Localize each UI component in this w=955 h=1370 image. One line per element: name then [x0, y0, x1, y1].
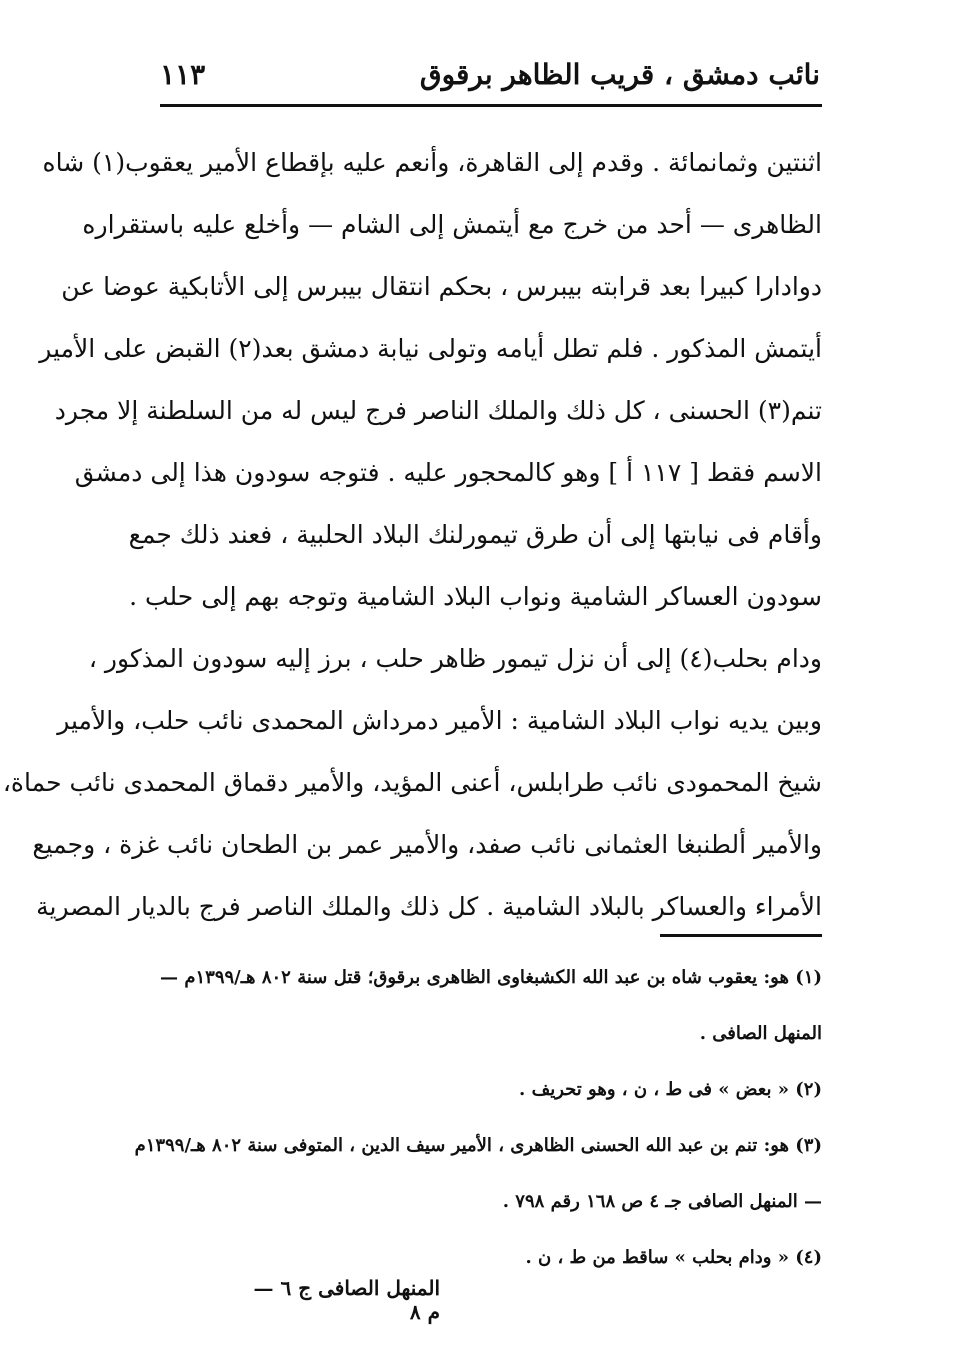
body-line: ودام بحلب(٤) إلى أن نزل تيمور ظاهر حلب ، برز إليه سودون المذكور ، [88, 644, 822, 673]
body-line: اثنتين وثمانمائة . وقدم إلى القاهرة، وأنعم عليه بإقطاع الأمير يعقوب(١) شاه [42, 148, 822, 177]
body-line: الظاهرى — أحد من خرج مع أيتمش إلى الشام — وأخلع عليه باستقراره [82, 210, 822, 239]
footnotes [134, 950, 822, 1286]
signature-line: المنهل الصافى ج ٦ — م ٨ [253, 1276, 440, 1324]
footnote-line: (٤) « ودام بحلب » ساقط من ط ، ن . [525, 1247, 822, 1268]
footnote-line: (٣) هو: تنم بن عبد الله الحسنى الظاهرى ، الأمير سيف الدين ، المتوفى سنة ٨٠٢ هـ/١٣٩٩م [134, 1135, 822, 1156]
footnote-line: المنهل الصافى . [699, 1023, 822, 1044]
body-line: أيتمش المذكور . فلم تطل أيامه وتولى نيابة دمشق بعد(٢) القبض على الأمير [39, 334, 822, 363]
body-line: الأمراء والعساكر بالبلاد الشامية . كل ذلك والملك الناصر فرج بالديار المصرية [36, 892, 822, 921]
body-line: شيخ المحمودى نائب طرابلس، أعنى المؤيد، والأمير دقماق المحمدى نائب حماة، [2, 768, 822, 797]
body-line: دوادارا كبيرا بعد قرابته بيبرس ، بحكم انتقال بيبرس إلى الأتابكية عوضا عن [61, 272, 822, 301]
body-line: والأمير ألطنبغا العثمانى نائب صفد، والأمير عمر بن الطحان نائب غزة ، وجميع [32, 830, 822, 859]
page-header [160, 48, 820, 100]
header-rule [160, 104, 822, 107]
body-text [2, 132, 822, 938]
footnote-line: (٢) « بعض » فى ط ، ن ، وهو تحريف . [519, 1079, 822, 1100]
body-line: سودون العساكر الشامية ونواب البلاد الشامية وتوجه بهم إلى حلب . [129, 582, 822, 611]
body-line: وبين يديه نواب البلاد الشامية : الأمير دمرداش المحمدى نائب حلب، والأمير [57, 706, 822, 735]
footnote-rule [660, 934, 822, 937]
body-line: الاسم فقط [ ١١٧ أ ] وهو كالمحجور عليه . فتوجه سودون هذا إلى دمشق [74, 458, 822, 487]
page-number: ١١٣ [160, 57, 206, 91]
body-line: تنم(٣) الحسنى ، كل ذلك والملك الناصر فرج ليس له من السلطنة إلا مجرد [54, 396, 822, 425]
footnote-line: (١) هو: يعقوب شاه بن عبد الله الكشبغاوى الظاهرى برقوق؛ قتل سنة ٨٠٢ هـ/١٣٩٩م — [160, 967, 822, 988]
running-head: نائب دمشق ، قريب الظاهر برقوق [419, 57, 820, 91]
footnote-line: — المنهل الصافى جـ ٤ ص ١٦٨ رقم ٧٩٨ . [502, 1191, 822, 1212]
body-line: وأقام فى نيابتها إلى أن طرق تيمورلنك البلاد الحلبية ، فعند ذلك جمع [128, 520, 822, 549]
